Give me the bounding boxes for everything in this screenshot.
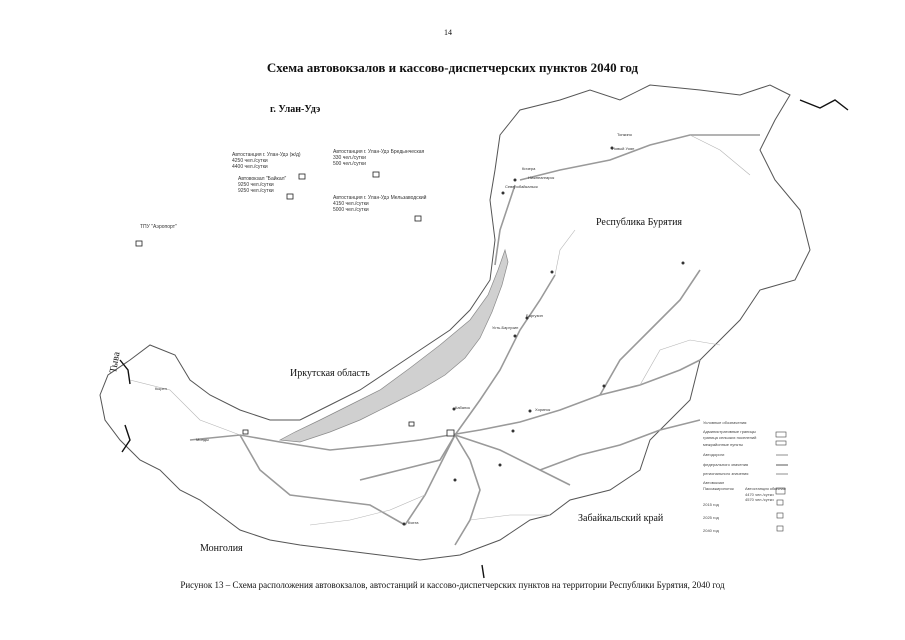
legend-item: граница сельских поселений xyxy=(703,435,757,440)
settlement-label: Кичера xyxy=(522,166,536,171)
region-irkutsk: Иркутская область xyxy=(290,368,370,379)
settlement-label: Нижнеангарск xyxy=(528,175,555,180)
legend-title: Условные обозначения: xyxy=(703,420,748,425)
settlement-label: Кабанск xyxy=(455,405,470,410)
legend-item: 2015 год xyxy=(703,502,719,507)
legend-item: Пассажиропоток xyxy=(703,486,734,491)
region-buryatia: Республика Бурятия xyxy=(596,217,683,228)
settlement-label: Кырен xyxy=(155,386,167,391)
settlement-label: Северобайкальск xyxy=(505,184,538,189)
settlement-label: Монды xyxy=(196,437,210,442)
region-tyva: Тыва xyxy=(108,350,123,374)
legend-flow: 4570 чел./сутки xyxy=(745,497,774,502)
legend-item: Административные границы xyxy=(703,429,756,434)
page-number: 14 xyxy=(444,28,452,37)
station-label-baikal: Автовокзал "Байкал" 9250 чел./сутки 9250 чел./сутки xyxy=(238,176,287,194)
settlement-label: Тонкино xyxy=(617,132,632,137)
settlement-label: Кяхта xyxy=(408,520,419,525)
station-label-melzavod: Автостанция г. Улан-Удэ Мельзаводский 4150 чел./сутки 5000 чел./сутки xyxy=(333,195,427,213)
legend-item: Автовокзал xyxy=(703,480,725,485)
legend-item: 2025 год xyxy=(703,515,719,520)
legend-item: федерального значения xyxy=(703,462,749,467)
settlement-label: Усть-Баргузин xyxy=(492,325,519,330)
legend-flow: 4470 чел./сутки xyxy=(745,492,774,497)
figure-caption: Рисунок 13 – Схема расположения автовокзалов, автостанций и кассово-диспетчерских пунктов на территории Республики Бурятия, 2040 год xyxy=(180,580,725,590)
station-label-rail: Автостанция г. Улан-Удэ (ж/д) 4250 чел./сутки 4400 чел./сутки xyxy=(232,152,301,170)
region-zabaikalsky: Забайкальский край xyxy=(578,513,664,524)
settlement-label: Хоринск xyxy=(535,407,551,412)
region-mongolia: Монголия xyxy=(200,543,243,554)
legend-item: Автодороги xyxy=(703,452,725,457)
map-legend xyxy=(703,420,803,550)
city-label: г. Улан-Удэ xyxy=(270,104,321,115)
legend-item: Автостанция обычная xyxy=(745,486,786,491)
legend-item: межрайонные пункты xyxy=(703,442,744,447)
legend-item: регионального значения xyxy=(703,471,749,476)
map-title: Схема автовокзалов и кассово-диспетчерских пунктов 2040 год xyxy=(266,60,639,75)
settlement-label: Новый Уоян xyxy=(612,146,635,151)
legend-item: 2040 год xyxy=(703,528,719,533)
tpu-label: ТПУ "Аэропорт" xyxy=(140,224,177,230)
settlement-label: Баргузин xyxy=(526,313,543,318)
station-label-bredyn: Автостанция г. Улан-Удэ Бредынческая 330 чел./сутки 500 чел./сутки xyxy=(333,149,425,167)
